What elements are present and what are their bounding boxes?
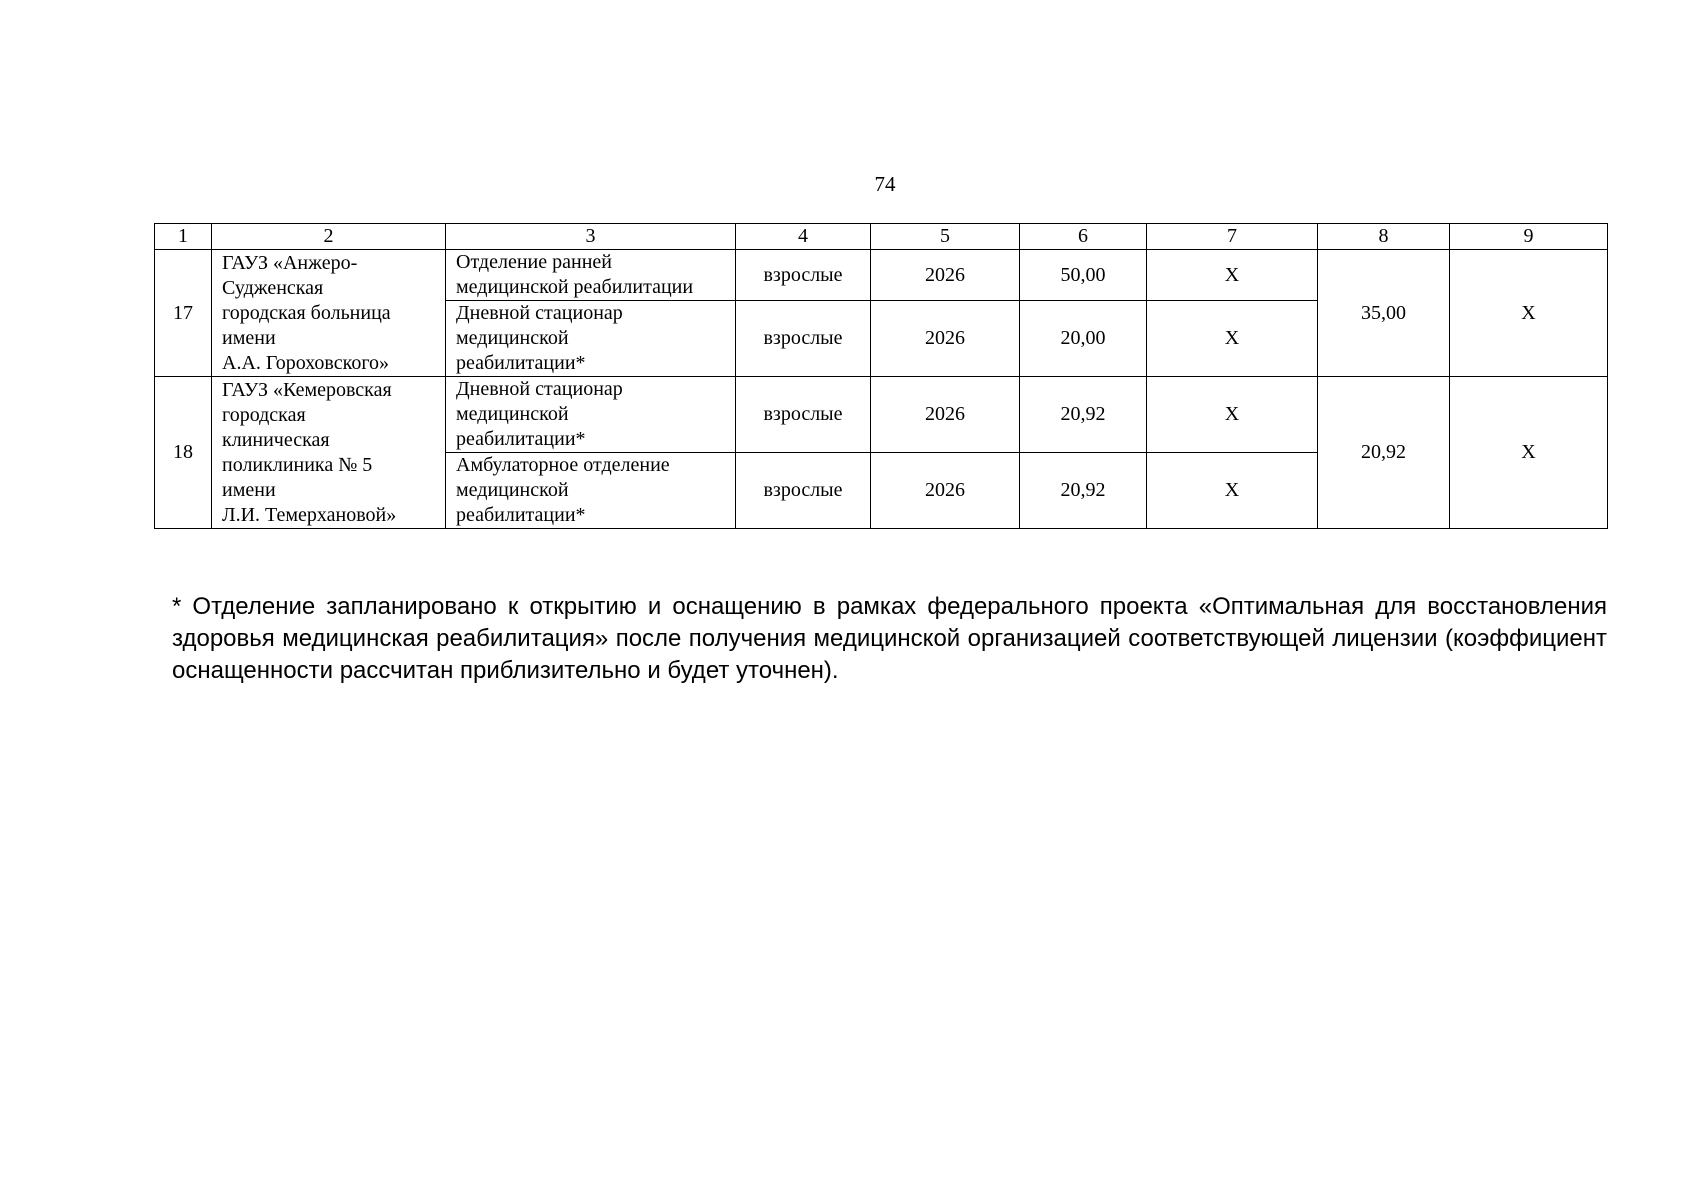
service-name [446,250,736,301]
mark-cell: Х [1147,377,1318,453]
year-cell: 2026 [871,377,1020,453]
org-line: имени [222,326,276,349]
column-header: 5 [871,224,1020,250]
service-line: Дневной стационар [456,378,623,400]
age-group-cell: взрослые [736,250,871,301]
org-line: Судженская [222,276,324,299]
service-line: медицинской реабилитации [456,276,694,298]
service-name [446,453,736,529]
total-cell: 20,92 [1318,377,1450,529]
row-number: 17 [155,250,212,377]
org-line: имени [222,478,276,501]
column-header: 3 [446,224,736,250]
mark-cell: Х [1147,453,1318,529]
organization-name [212,250,446,377]
org-line: городская больница [222,301,391,324]
age-group-cell: взрослые [736,301,871,377]
value-cell: 50,00 [1020,250,1147,301]
age-group-cell: взрослые [736,453,871,529]
column-header: 4 [736,224,871,250]
total-cell: 35,00 [1318,250,1450,377]
org-line: городская [222,403,306,426]
org-line: ГАУЗ «Кемеровская [222,378,392,401]
footnote: * Отделение запланировано к открытию и оснащению в рамках федерального проекта «Оптимальная для восстановления здоровья медицинская реабилитация» после получения медицинской организацией соответствующей лицензии (коэффициент оснащенности рассчитан приблизительно и будет уточнен). [172,593,1607,684]
service-line: медицинской [456,327,569,349]
service-line: реабилитации* [456,428,586,450]
service-name [446,301,736,377]
year-cell: 2026 [871,301,1020,377]
page-number: 74 [874,172,896,196]
mark-cell: Х [1147,301,1318,377]
table-row [155,377,1608,453]
year-cell: 2026 [871,250,1020,301]
column-header: 7 [1147,224,1318,250]
column-header: 1 [155,224,212,250]
service-line: Дневной стационар [456,302,623,324]
service-line: медицинской [456,403,569,425]
service-line: Отделение ранней [456,251,612,273]
row-number: 18 [155,377,212,529]
service-line: медицинской [456,479,569,501]
org-line: клиническая [222,428,330,451]
column-header: 9 [1450,224,1608,250]
service-name [446,377,736,453]
mark-cell: Х [1450,250,1608,377]
service-line: реабилитации* [456,504,586,526]
organization-name [212,377,446,529]
value-cell: 20,92 [1020,377,1147,453]
value-cell: 20,00 [1020,301,1147,377]
table-row [155,250,1608,301]
org-line: Л.И. Темерхановой» [222,503,397,526]
org-line: А.А. Гороховского» [222,351,390,374]
column-header: 6 [1020,224,1147,250]
service-line: Амбулаторное отделение [456,454,670,476]
mark-cell: Х [1450,377,1608,529]
org-line: поликлиника № 5 [222,453,373,476]
column-header: 8 [1318,224,1450,250]
value-cell: 20,92 [1020,453,1147,529]
age-group-cell: взрослые [736,377,871,453]
column-header: 2 [212,224,446,250]
org-line: ГАУЗ «Анжеро- [222,251,358,274]
year-cell: 2026 [871,453,1020,529]
service-line: реабилитации* [456,352,586,374]
rehabilitation-table [154,223,1608,529]
mark-cell: Х [1147,250,1318,301]
table-header-row [155,224,1608,250]
